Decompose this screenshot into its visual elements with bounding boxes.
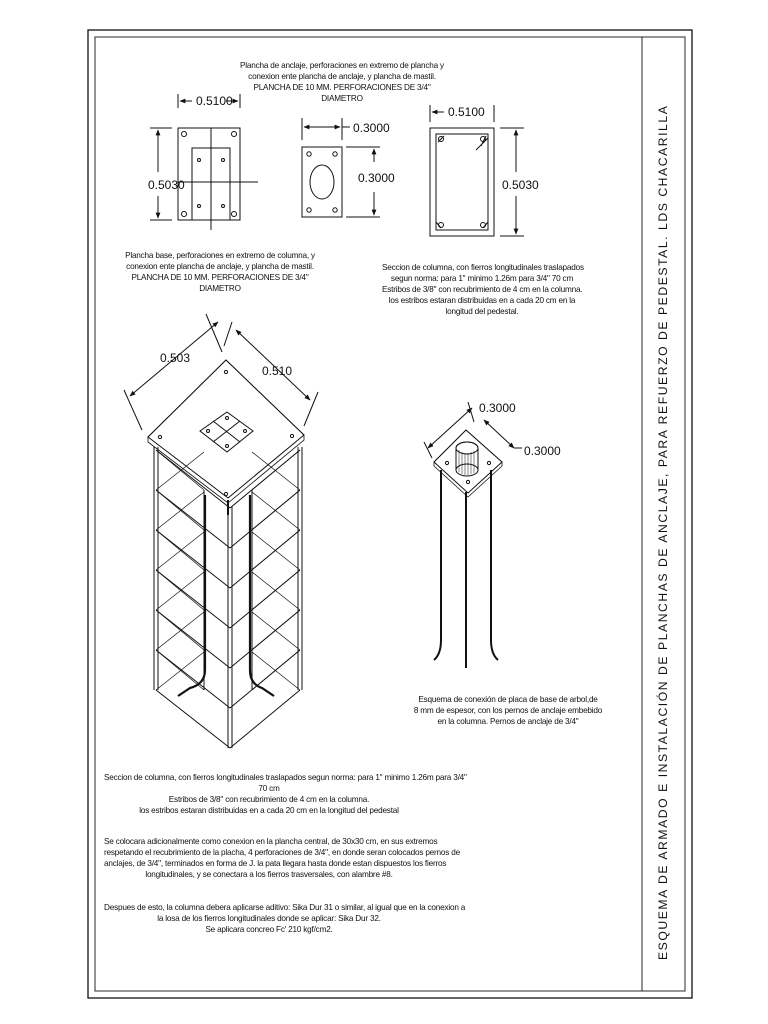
column-section-note: Seccion de columna, con fierros longitudinales traslapados segun norma: para 1" minimo 1.26m para 3/4" 70 cm Estribos de 3/8" con recubrimiento de 4 cm en la columna. los estribos estaran distribuidas en a cada 20 cm en la longitud del pedestal. bbox=[382, 263, 584, 316]
column-section-height-label: 0.5030 bbox=[502, 178, 539, 192]
base-plate-drawing bbox=[150, 94, 258, 230]
column-section-drawing bbox=[430, 105, 524, 236]
base-plate-note: Plancha base, perforaciones en extremo de columna, y conexion ente plancha de anclaje, y plancha de mastil. PLANCHA DE 10 MM. PERFORACIONES DE 3/4" DIAMETRO bbox=[125, 251, 315, 293]
anchor-plate-width-label: 0.3000 bbox=[353, 121, 390, 135]
base-plate-height-label: 0.5030 bbox=[148, 178, 185, 192]
bottom-note-additive: Despues de esto, la columna debera aplicarse aditivo: Sika Dur 31 o similar, al igual que en la conexion a la losa de los fierros longitudinales donde se aplicar: Sika Dur 32. Se aplicara concreo Fc' 210 kgf/cm2. bbox=[104, 903, 466, 934]
base-plate-width-label: 0.5100 bbox=[196, 94, 233, 108]
small-iso-width-label: 0.3000 bbox=[479, 401, 516, 415]
anchor-plate-note: Plancha de anclaje, perforaciones en extremo de plancha y conexion ente plancha de anclaje, y plancha de mastil. PLANCHA DE 10 MM. PERFORACIONES DE 3/4" DIAMETRO bbox=[240, 61, 444, 103]
bottom-note-column: Seccion de columna, con fierros longitudinales traslapados segun norma: para 1" minimo 1.26m para 3/4" 70 cm Estribos de 3/8" con recubrimiento de 4 cm en la columna. los estribos estaran distribuidas en a cada 20 cm en la longitud del pedestal bbox=[104, 773, 467, 815]
pedestal-isometric bbox=[124, 314, 318, 748]
bottom-note-connection: Se colocara adicionalmente como conexion en la plancha central, de 30x30 cm, en sus extremos respetando el recubrimiento de la placha, 4 perforaciones de 3/4", en donde seran colocados pernos de anclajes, de 3/4", terminados en forma de J. la pata llegara hasta donde estan dispuestos los fierros longitudinales, y se conectara a los fierros trasversales, con alambre #8. bbox=[104, 837, 460, 879]
iso-depth-label: 0.503 bbox=[160, 351, 191, 365]
sheet-vertical-title: ESQUEMA DE ARMADO E INSTALACIÓN DE PLANCHAS DE ANCLAJE, PARA REFUERZO DE PEDESTAL. LDS CHACARILLA bbox=[656, 104, 670, 960]
anchor-plate-height-label: 0.3000 bbox=[358, 171, 395, 185]
column-section-width-label: 0.5100 bbox=[448, 105, 485, 119]
small-iso-depth-label: 0.3000 bbox=[524, 444, 561, 458]
iso-width-label: 0.510 bbox=[262, 364, 293, 378]
tree-base-isometric bbox=[424, 402, 522, 668]
tree-connection-note: Esquema de conexión de placa de base de arbol,de 8 mm de espesor, con los pernos de anclaje embebido en la columna. Pernos de anclaje de 3/4" bbox=[413, 695, 603, 726]
